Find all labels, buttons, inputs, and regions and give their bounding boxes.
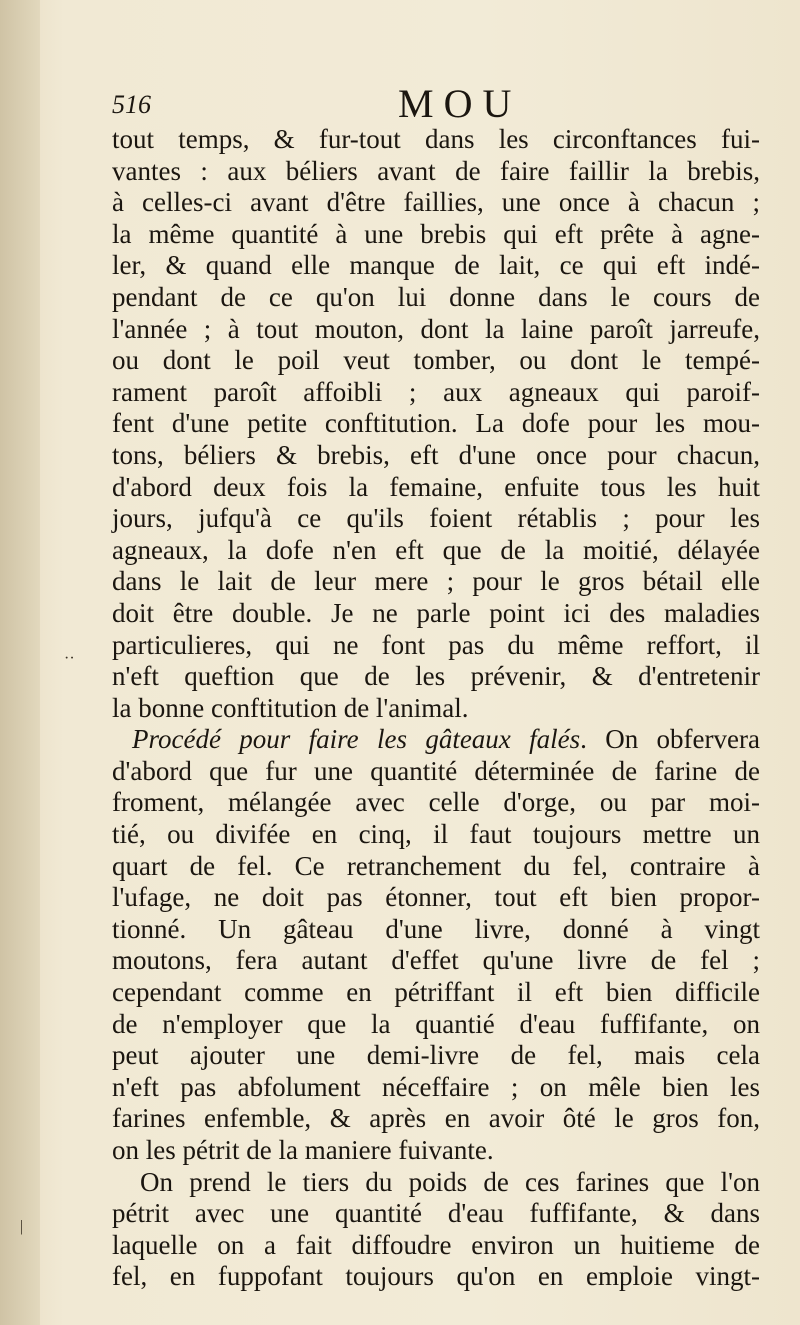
text-line: tionné. Un gâteau d'une livre, donné à vingt [112, 913, 760, 944]
text-line: n'eft pas abfolument néceffaire ; on mêle bien les [112, 1071, 760, 1102]
text-line: tout temps, & fur-tout dans les circonftances fui- [112, 124, 760, 154]
text-line: rament paroît affoibli ; aux agneaux qui paroif- [112, 376, 760, 407]
text-line: quart de fel. Ce retranchement du fel, contraire à [112, 850, 760, 881]
text-line: farines enfemble, & après en avoir ôté le gros fon, [112, 1103, 760, 1134]
text-line: froment, mélangée avec celle d'orge, ou par moi- [112, 787, 760, 818]
text-line: cependant comme en pétriffant il eft bien difficile [112, 977, 760, 1008]
margin-tick: | [20, 1218, 24, 1235]
text-line: Procédé pour faire les gâteaux falés. On obfervera [132, 724, 760, 755]
running-head: MOU [398, 81, 522, 126]
section-heading-italic: Procédé pour faire les gâteaux falés [132, 724, 581, 755]
text-line: d'abord que fur une quantité déterminée de farine de [112, 755, 760, 786]
text-line: jours, jufqu'à ce qu'ils foient rétablis ; pour les [112, 503, 760, 534]
text-line: de n'employer que la quantié d'eau fuffifante, on [112, 1008, 760, 1039]
text-line: On prend le tiers du poids de ces farines que l'on [140, 1166, 760, 1197]
margin-dots: ·· [64, 650, 75, 667]
text-line: peut ajouter une demi-livre de fel, mais cela [112, 1040, 760, 1071]
text-line: agneaux, la dofe n'en eft que de la moitié, délayée [112, 534, 760, 565]
text-line: doit être double. Je ne parle point ici des maladies [112, 597, 760, 628]
text-line: fent d'une petite conftitution. La dofe pour les mou- [112, 408, 760, 439]
text-line: on les pétrit de la maniere fuivante. [112, 1135, 494, 1165]
text-line: d'abord deux fois la femaine, enfuite tous les huit [112, 471, 760, 502]
page-gutter [0, 0, 40, 1325]
text-line: à celles-ci avant d'être faillies, une once à chacun ; [112, 187, 760, 218]
text-line: la même quantité à une brebis qui eft prête à agne- [112, 218, 760, 249]
text-line: pendant de ce qu'on lui donne dans le cours de [112, 281, 760, 312]
text-line: particulieres, qui ne font pas du même reffort, il [112, 629, 760, 660]
body-text [112, 124, 760, 1293]
text-line: l'ufage, ne doit pas étonner, tout eft bien propor- [112, 882, 760, 913]
text-line: la bonne conftitution de l'animal. [112, 692, 469, 723]
text-line: vantes : aux béliers avant de faire faillir la brebis, [112, 155, 760, 186]
text-line: fel, en fuppofant toujours qu'on en emploie vingt- [112, 1261, 760, 1292]
text-line: dans le lait de leur mere ; pour le gros bétail elle [112, 566, 760, 597]
text-line: ler, & quand elle manque de lait, ce qui eft indé- [112, 250, 760, 281]
text-line: ou dont le poil veut tomber, ou dont le tempé- [112, 345, 760, 376]
text-line: laquelle on a fait diffoudre environ un huitieme de [112, 1229, 760, 1260]
text-line: pétrit avec une quantité d'eau fuffifante, & dans [112, 1198, 760, 1229]
page-number: 516 [112, 90, 151, 119]
text-line: n'eft queftion que de les prévenir, & d'entretenir [112, 661, 760, 692]
page-header [112, 80, 772, 128]
text-line: l'année ; à tout mouton, dont la laine paroît jarreufe, [112, 313, 760, 344]
text-line: tié, ou divifée en cinq, il faut toujours mettre un [112, 819, 760, 850]
text-line: moutons, fera autant d'effet qu'une livre de fel ; [112, 945, 760, 976]
text-line: tons, béliers & brebis, eft d'une once pour chacun, [112, 439, 760, 470]
